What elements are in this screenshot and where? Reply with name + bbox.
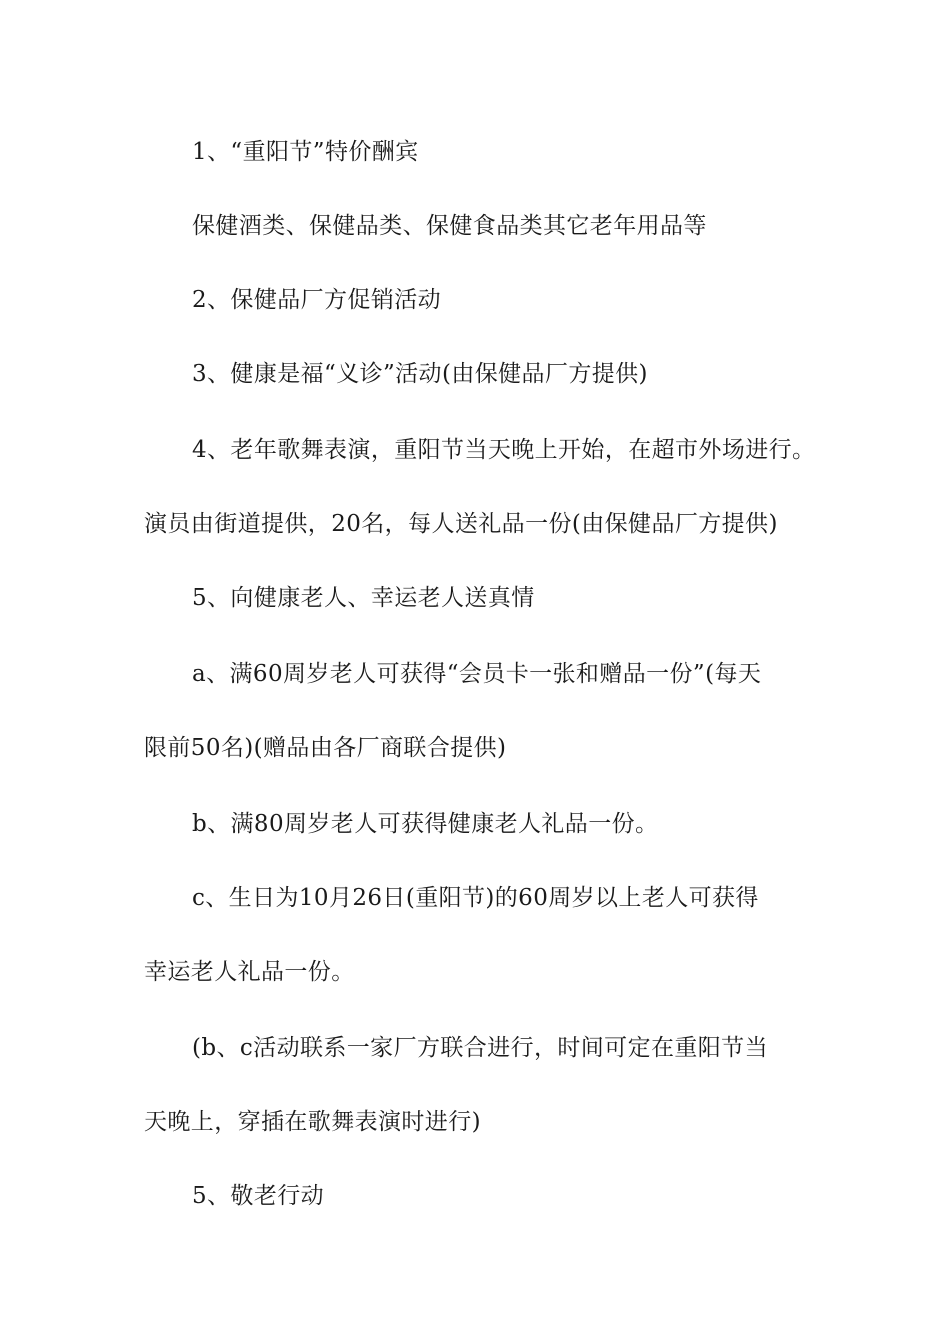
item-1-heading: 1、“重阳节”特价酬宾 (192, 139, 419, 165)
item-1-body: 保健酒类、保健品类、保健食品类其它老年用品等 (192, 213, 707, 239)
item-5a-line-2: 限前50名)(赠品由各厂商联合提供) (144, 735, 507, 761)
item-5-heading: 5、向健康老人、幸运老人送真情 (192, 585, 535, 611)
note-line-2: 天晚上，穿插在歌舞表演时进行) (144, 1109, 481, 1135)
item-5c-line-1: c、生日为10月26日(重阳节)的60周岁以上老人可获得 (192, 885, 759, 911)
item-3-heading: 3、健康是福“义诊”活动(由保健品厂方提供) (192, 361, 648, 387)
item-4-paragraph-line-1: 4、老年歌舞表演，重阳节当天晚上开始，在超市外场进行。 (192, 437, 816, 463)
item-5a-line-1: a、满60周岁老人可获得“会员卡一张和赠品一份”(每天 (192, 661, 762, 687)
item-6-heading: 5、敬老行动 (192, 1183, 325, 1209)
item-5c-line-2: 幸运老人礼品一份。 (144, 959, 355, 985)
item-5b: b、满80周岁老人可获得健康老人礼品一份。 (192, 811, 659, 837)
item-4-paragraph-line-2: 演员由街道提供，20名，每人送礼品一份(由保健品厂方提供) (144, 511, 778, 537)
item-2-heading: 2、保健品厂方促销活动 (192, 287, 442, 313)
note-line-1: (b、c活动联系一家厂方联合进行，时间可定在重阳节当 (192, 1035, 768, 1061)
